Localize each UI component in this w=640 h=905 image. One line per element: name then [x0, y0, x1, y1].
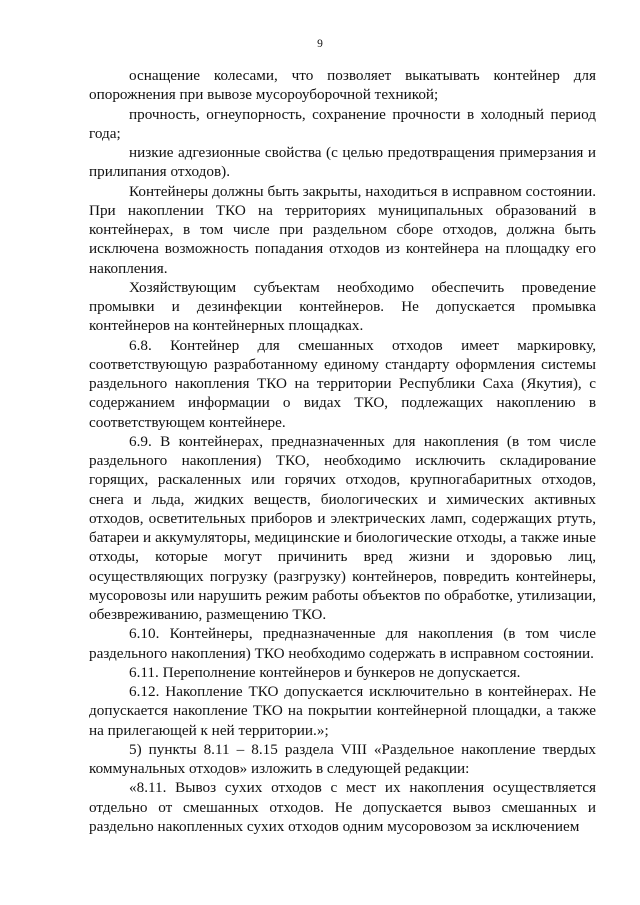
paragraph-6-9: 6.9. В контейнерах, предназначенных для накопления (в том числе раздельного накопления) ТКО, необходимо исключить складирование горящих, раскаленных или горячих отходов, крупногабаритных отходов, снега и льда, жидких веществ, биологических и химических активных отходов, осветительных приборов и электрических ламп, содержащих ртуть, батареи и аккумуляторы, медицинские и биологические отходы, а также иные отходы, которые могут причинить вред жизни и здоровью лиц, осуществляющих погрузку (разгрузку) контейнеров, повредить контейнеры, мусоровозы или нарушить режим работы объектов по обработке, утилизации, обезвреживанию, размещению ТКО. — [89, 432, 596, 623]
paragraph-washing: Хозяйствующим субъектам необходимо обеспечить проведение промывки и дезинфекции контейнеров. Не допускается промывка контейнеров на контейнерных площадках. — [89, 278, 596, 335]
paragraph-8-11: «8.11. Вывоз сухих отходов с мест их накопления осуществляется отдельно от смешанных отходов. Не допускается вывоз смешанных и раздельно накопленных сухих отходов одним мусоровозом за исключением — [89, 779, 596, 835]
paragraph-6-10: 6.10. Контейнеры, предназначенные для накопления (в том числе раздельного накопления) ТКО необходимо содержать в исправном состоянии. — [89, 625, 596, 662]
paragraph-6-11: 6.11. Переполнение контейнеров и бункеров не допускается. — [129, 663, 521, 681]
paragraph-item-5: 5) пункты 8.11 – 8.15 раздела VIII «Раздельное накопление твердых коммунальных отходов» изложить в следующей редакции: — [89, 740, 596, 777]
page-number: 9 — [317, 38, 323, 50]
document-body — [89, 66, 596, 836]
paragraph-6-12: 6.12. Накопление ТКО допускается исключительно в контейнерах. Не допускается накопление ТКО на покрытии контейнерной площадки, а также на прилегающей к ней территории.»; — [89, 683, 596, 739]
paragraph-containers-closed: Контейнеры должны быть закрыты, находиться в исправном состоянии. При накоплении ТКО на территориях муниципальных образований в контейнерах, в том числе при раздельном сборе отходов, должна быть исключена возможность попадания отходов из контейнера на площадку его накопления. — [89, 182, 596, 277]
paragraph-mounting-wheels: оснащение колесами, что позволяет выкатывать контейнер для опорожнения при вывозе мусороуборочной техникой; — [89, 67, 596, 104]
paragraph-6-8: 6.8. Контейнер для смешанных отходов имеет маркировку, соответствующую разработанному единому стандарту оформления системы раздельного накопления ТКО на территории Республики Саха (Якутия), с содержанием информации о видах ТКО, подлежащих накоплению в соответствующем контейнере. — [89, 336, 596, 431]
paragraph-strength: прочность, огнеупорность, сохранение прочности в холодный период года; — [89, 105, 596, 142]
paragraph-adhesion: низкие адгезионные свойства (с целью предотвращения примерзания и прилипания отходов). — [89, 144, 596, 181]
